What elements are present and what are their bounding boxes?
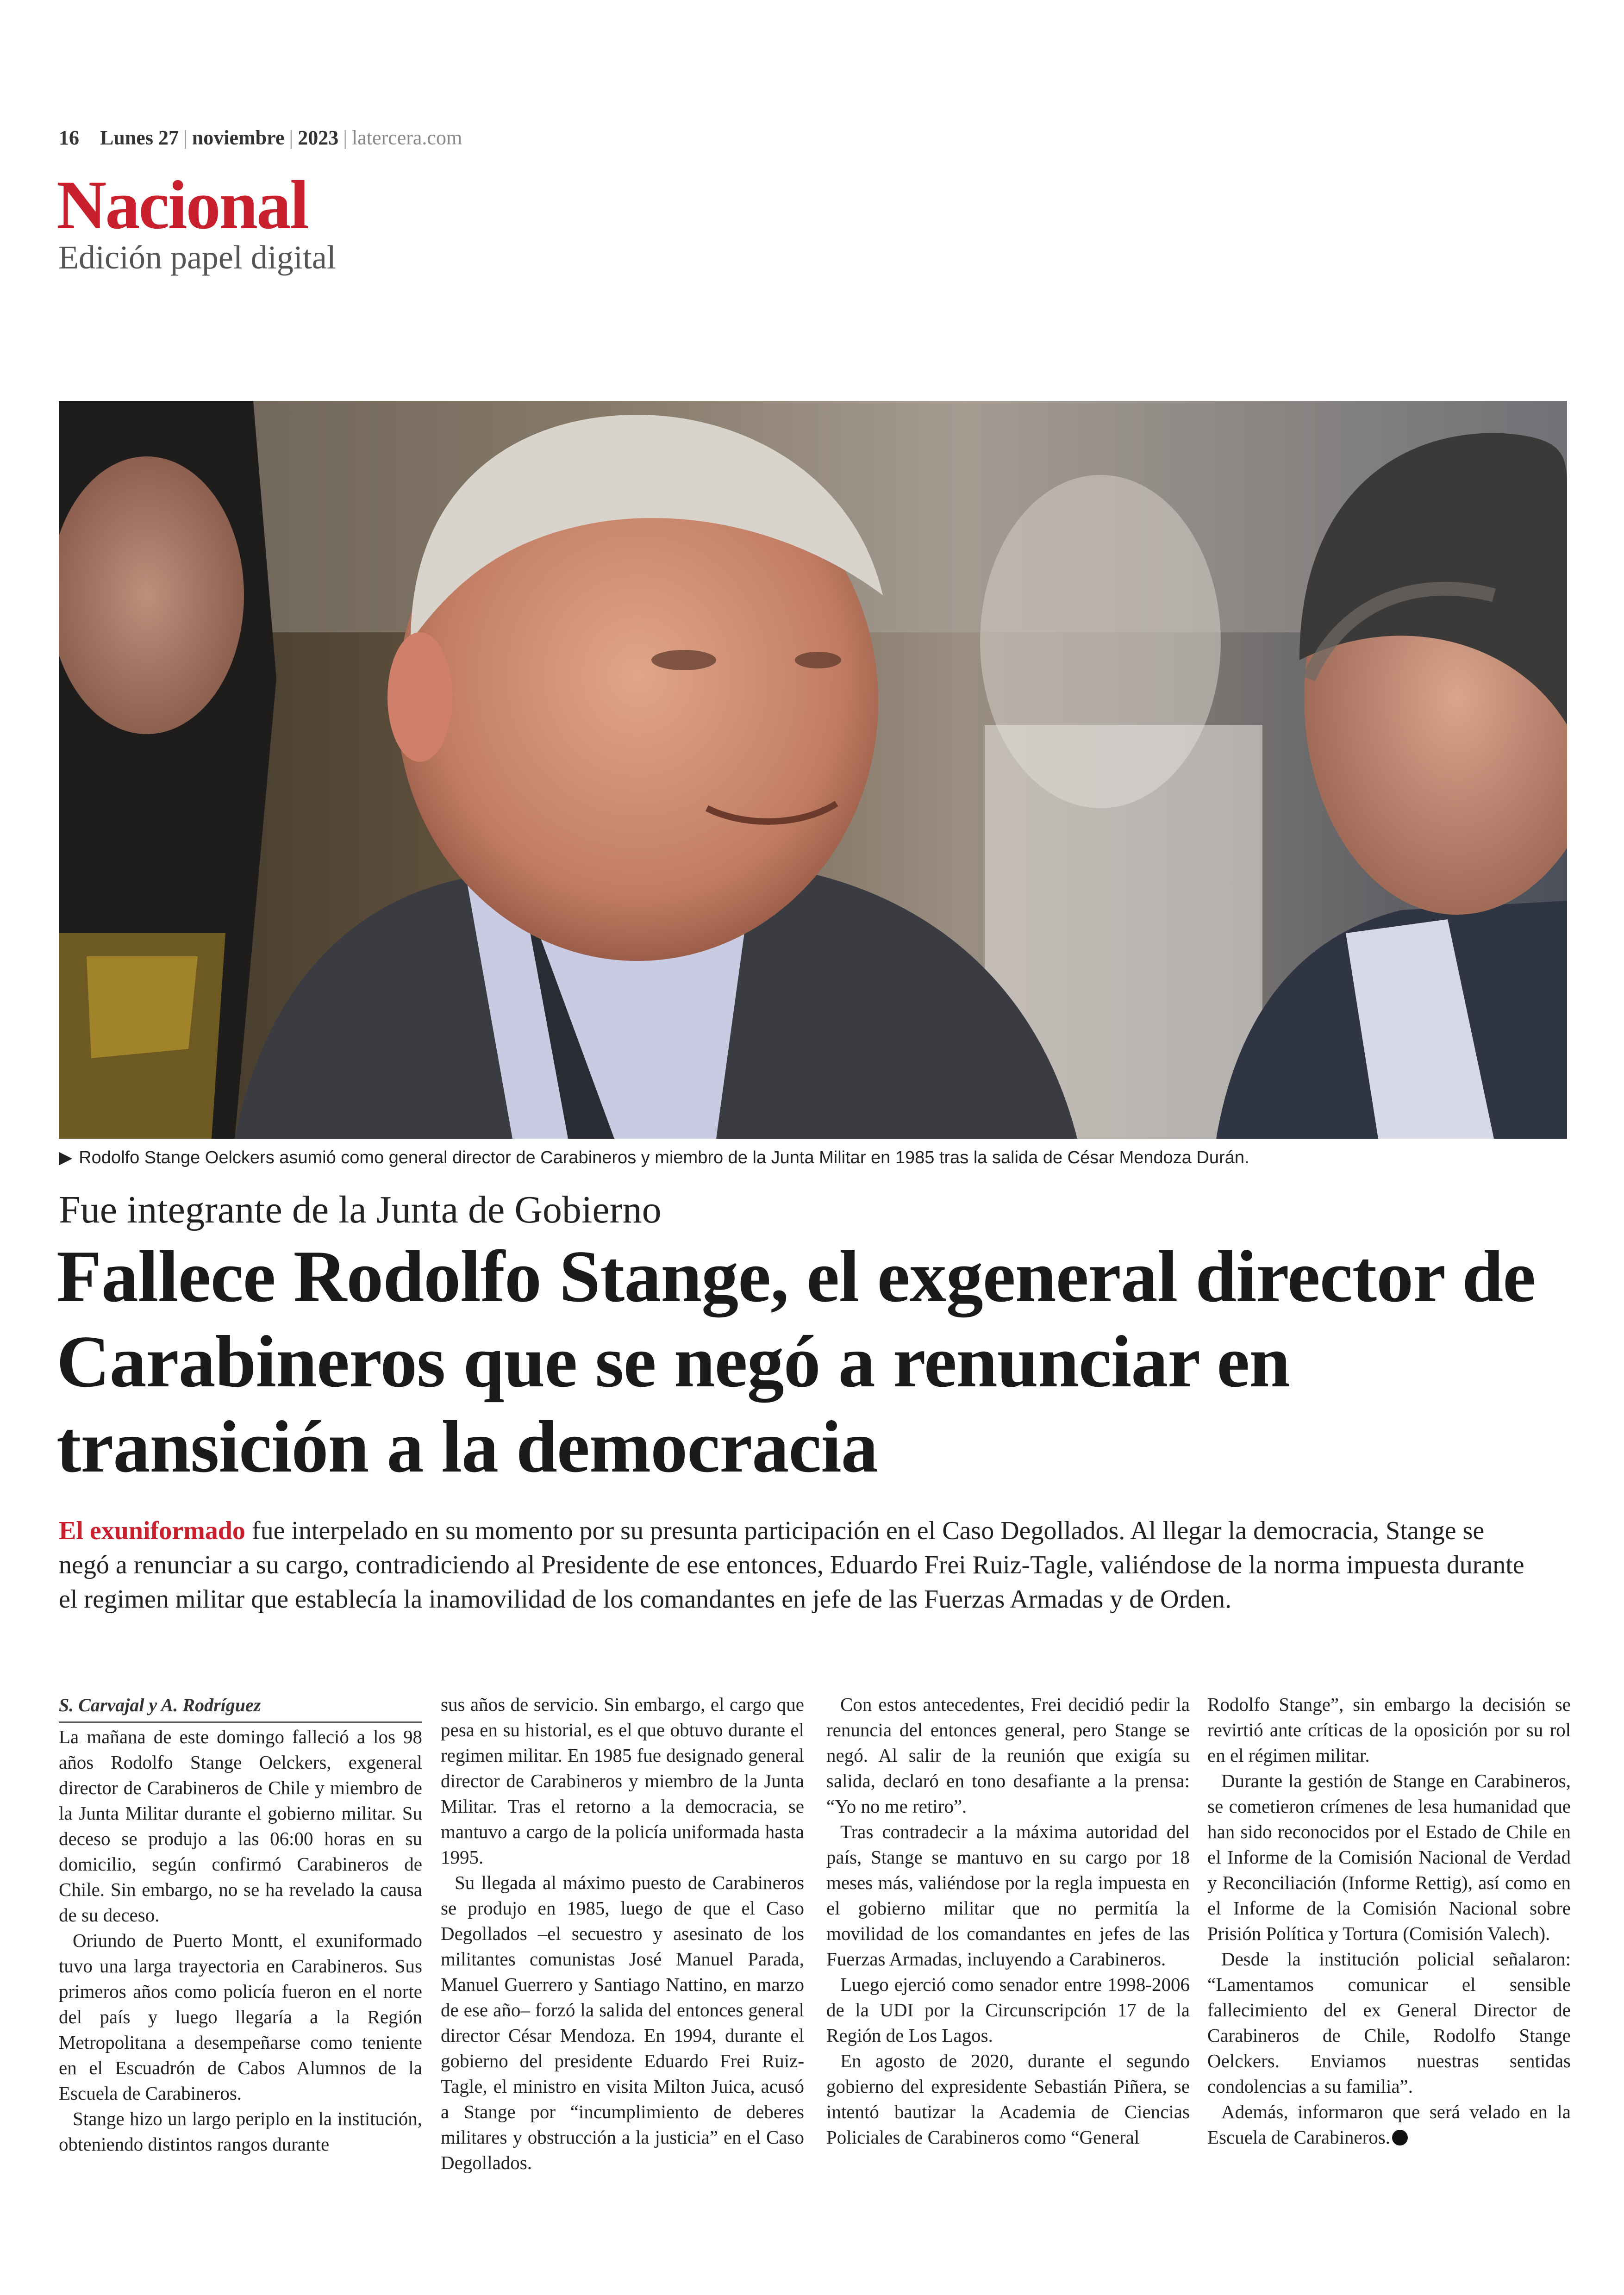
- byline: S. Carvajal y A. Rodríguez: [59, 1694, 422, 1723]
- lead-highlight: El exuniformado: [59, 1516, 245, 1545]
- body-paragraph: Desde la institución policial señalaron: “Lamentamos comunicar el sensible fallecimiento del ex General Director de Carabineros de Chile, Rodolfo Stange Oelckers. Enviamos nuestras sentidas condolencias a su familia”.: [1207, 1948, 1571, 2097]
- section-title: Nacional: [56, 167, 308, 243]
- body-paragraph: sus años de servicio. Sin embargo, el cargo que pesa en su historial, es el que obtuvo durante el regimen militar. En 1985 fue designado general director de Carabineros y miembro de la Junta Militar. Tras el retorno a la democracia, se mantuvo a cargo de la policía uniformada hasta 1995.: [441, 1694, 804, 1868]
- body-column-2: [441, 1692, 804, 2176]
- folio-separator: |: [289, 126, 294, 149]
- body-paragraph: Tras contradecir a la máxima autoridad del país, Stange se mantuvo en su cargo por 18 meses más, valiéndose por la regla impuesta en el gobierno militar que no permitía la movilidad de los comandantes en jefes de las Fuerzas Armadas, incluyendo a Carabineros.: [826, 1821, 1190, 1970]
- folio-separator: |: [183, 126, 187, 149]
- edition-subtitle: Edición papel digital: [58, 239, 336, 276]
- article-lead: [59, 1514, 1540, 1616]
- body-paragraph: En agosto de 2020, durante el segundo gobierno del expresidente Sebastián Piñera, se intentó bautizar la Academia de Ciencias Policiales de Carabineros como “General: [826, 2050, 1190, 2148]
- body-paragraph: Oriundo de Puerto Montt, el exuniformado tuvo una larga trayectoria en Carabineros. Sus primeros años como policía fueron en el norte del país y luego llegaría a la Región Metropolitana a desempeñarse como teniente en el Escuadrón de Cabos Alumnos de la Escuela de Carabineros.: [59, 1930, 422, 2104]
- folio-line: [59, 126, 462, 150]
- article-photo: [59, 401, 1567, 1139]
- body-column-1: [59, 1724, 422, 2157]
- article-headline: Fallece Rodolfo Stange, el exgeneral director de Carabineros que se negó a renunciar en transición a la democracia: [56, 1235, 1536, 1488]
- body-paragraph: Durante la gestión de Stange en Carabineros, se cometieron crímenes de lesa humanidad que han sido reconocidos por el Estado de Chile en el Informe de la Comisión Nacional de Verdad y Reconciliación (Informe Rettig), así como en el Informe de la Comisión Nacional sobre Prisión Política y Tortura (Comisión Valech).: [1207, 1770, 1571, 1944]
- body-column-4: [1207, 1692, 1571, 2150]
- body-paragraph-last: [1207, 2099, 1571, 2150]
- article-kicker: Fue integrante de la Junta de Gobierno: [59, 1188, 662, 1231]
- body-column-3: [826, 1692, 1190, 2150]
- portrait-photo-illustration: [59, 401, 1567, 1139]
- issue-month: noviembre: [192, 126, 285, 149]
- page-number: 16: [59, 126, 79, 149]
- site-link[interactable]: latercera.com: [352, 126, 462, 149]
- folio-separator: |: [343, 126, 348, 149]
- body-paragraph: Rodolfo Stange”, sin embargo la decisión se revirtió ante críticas de la oposición por su rol en el régimen militar.: [1207, 1694, 1571, 1766]
- caption-text: Rodolfo Stange Oelckers asumió como general director de Carabineros y miembro de la Junta Militar en 1985 tras la salida de César Mendoza Durán.: [79, 1148, 1249, 1167]
- lead-text: fue interpelado en su momento por su presunta participación en el Caso Degollados. Al llegar la democracia, Stange se negó a renunciar a su cargo, contradiciendo al Presidente de ese entonces, Eduardo Frei Ruiz-Tagle, valiéndose de la norma impuesta durante el regimen militar que establecía la inamovilidad de los comandantes en jefe de las Fuerzas Armadas y de Orden.: [59, 1516, 1524, 1614]
- issue-year: 2023: [298, 126, 339, 149]
- body-paragraph: Luego ejerció como senador entre 1998-2006 de la UDI por la Circunscripción 17 de la Región de Los Lagos.: [826, 1974, 1190, 2046]
- triangle-right-icon: ▶: [59, 1148, 73, 1167]
- body-paragraph: Stange hizo un largo periplo en la institución, obteniendo distintos rangos durante: [59, 2108, 422, 2155]
- end-dot-icon: [1392, 2130, 1408, 2145]
- issue-day: Lunes 27: [100, 126, 179, 149]
- photo-caption: [59, 1147, 1567, 1168]
- body-paragraph-text: Además, informaron que será velado en la Escuela de Carabineros.: [1207, 2101, 1571, 2148]
- body-paragraph: Con estos antecedentes, Frei decidió pedir la renuncia del entonces general, pero Stange se negó. Al salir de la reunión que exigía su salida, declaró en tono desafiante a la prensa: “Yo no me retiro”.: [826, 1694, 1190, 1817]
- body-paragraph: La mañana de este domingo falleció a los 98 años Rodolfo Stange Oelckers, exgeneral director de Carabineros de Chile y miembro de la Junta Militar durante el gobierno militar. Su deceso se produjo a las 06:00 horas en su domicilio, según confirmó Carabineros de Chile. Sin embargo, no se ha revelado la causa de su deceso.: [59, 1726, 422, 1926]
- body-paragraph: Su llegada al máximo puesto de Carabineros se produjo en 1985, luego de que el Caso Degollados –el secuestro y asesinato de los militantes comunistas José Manuel Parada, Manuel Guerrero y Santiago Nattino, en marzo de ese año– forzó la salida del entonces general director César Mendoza. En 1994, durante el gobierno del presidente Eduardo Frei Ruiz-Tagle, el ministro en visita Milton Juica, acusó a Stange por “incumplimiento de deberes militares y obstrucción a la justicia” en el Caso Degollados.: [441, 1872, 804, 2173]
